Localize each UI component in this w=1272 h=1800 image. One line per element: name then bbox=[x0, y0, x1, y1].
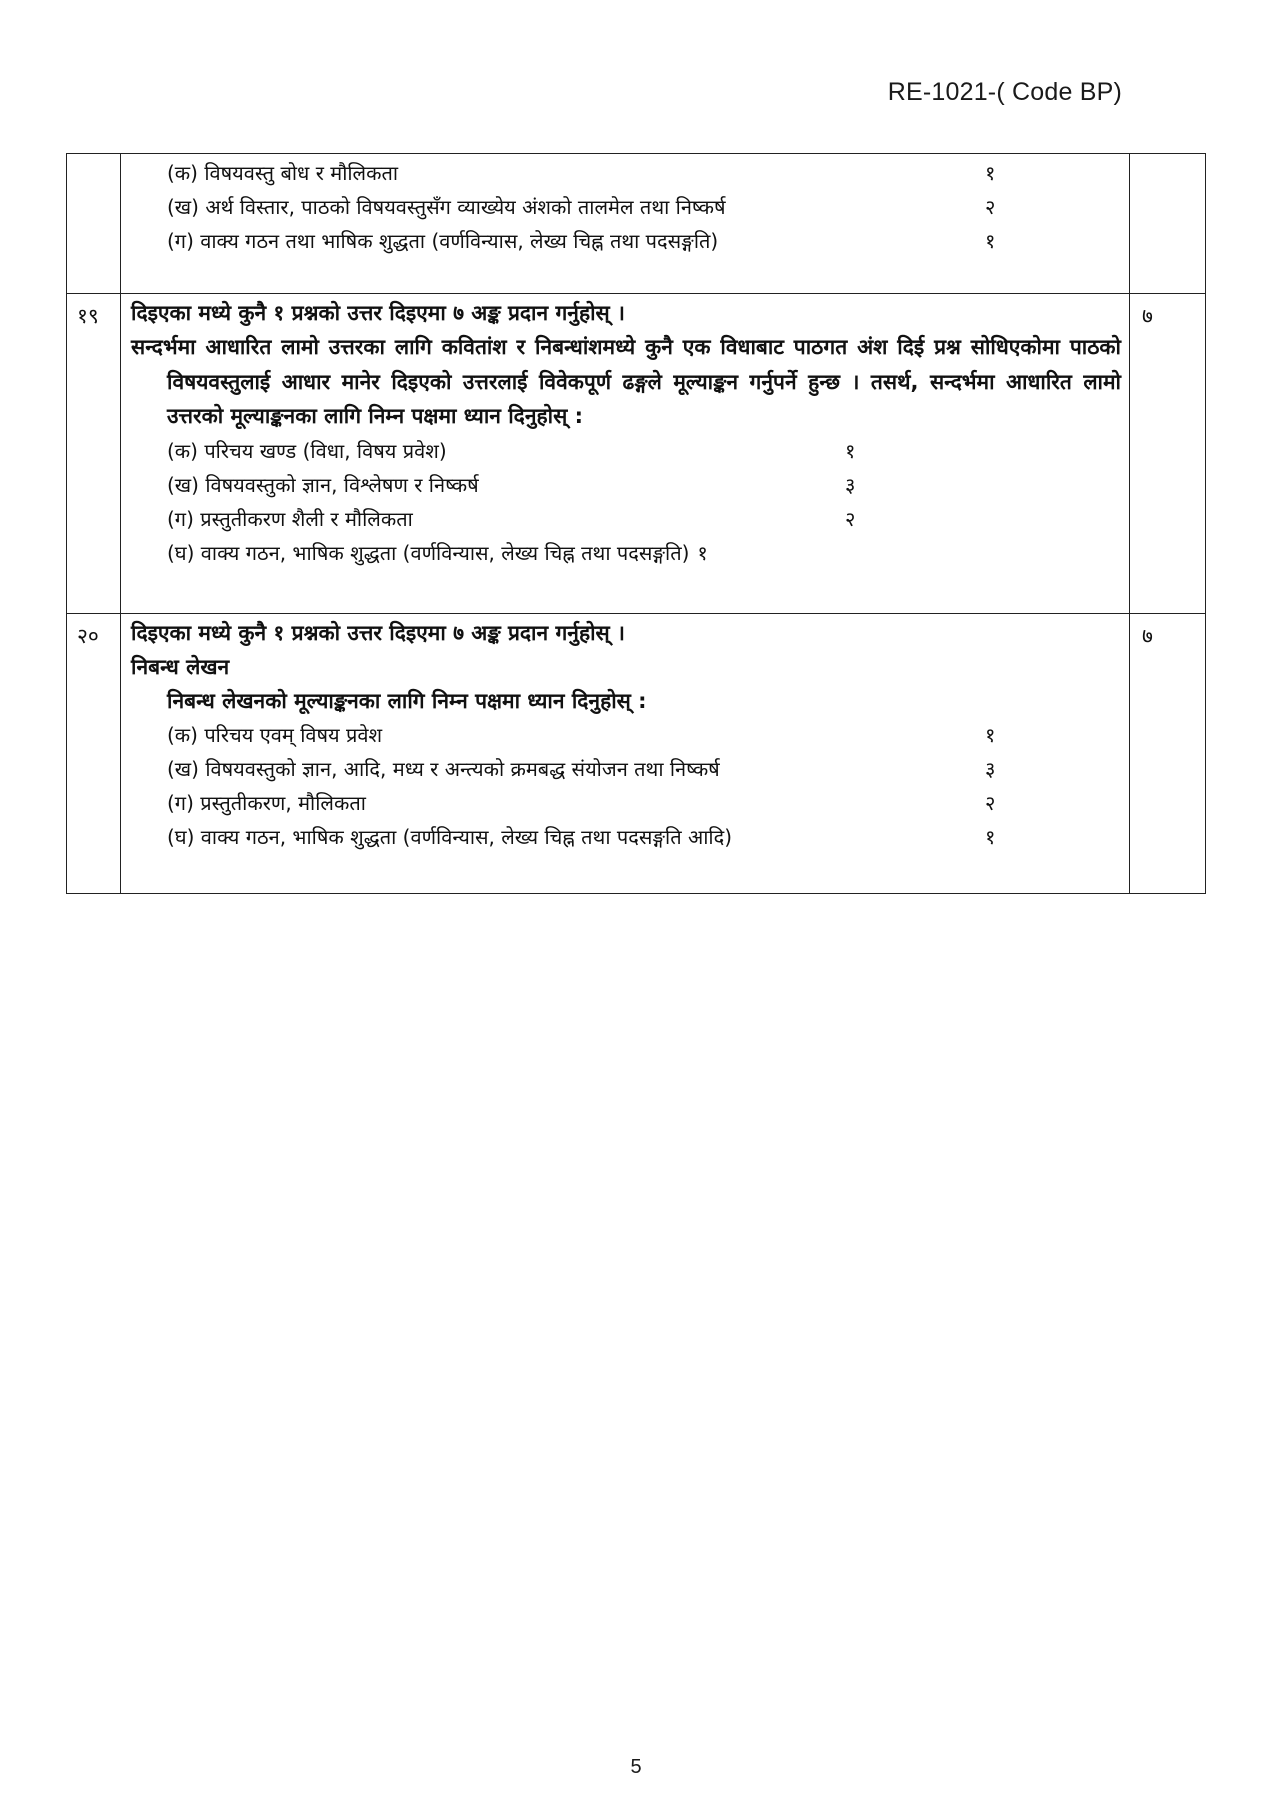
criterion-mark: १ bbox=[985, 229, 996, 253]
question-number-cell: १९ bbox=[67, 294, 121, 614]
total-mark-cell bbox=[1130, 154, 1206, 294]
question-number-cell bbox=[67, 154, 121, 294]
criterion-label: (ख) अर्थ विस्तार, पाठको विषयवस्तुसँग व्याख्येय अंशको तालमेल तथा निष्कर्ष bbox=[167, 195, 726, 219]
table-row bbox=[67, 614, 1206, 894]
table-row bbox=[67, 154, 1206, 294]
criterion-item bbox=[131, 718, 1121, 752]
criteria-cell bbox=[121, 294, 1130, 614]
marking-scheme-table bbox=[66, 153, 1206, 894]
criterion-label: (घ) वाक्य गठन, भाषिक शुद्धता (वर्णविन्यास, लेख्य चिह्न तथा पदसङ्गति आदि) bbox=[167, 825, 732, 849]
criterion-item bbox=[131, 502, 1121, 536]
page-number: 5 bbox=[630, 1756, 642, 1778]
criterion-label: (ख) विषयवस्तुको ज्ञान, विश्लेषण र निष्कर्ष bbox=[167, 472, 479, 497]
document-code: RE-1021-( Code BP) bbox=[887, 78, 1122, 106]
criterion-item bbox=[131, 224, 1121, 258]
question-instruction: दिइएका मध्ये कुनै १ प्रश्नको उत्तर दिइएमा ७ अङ्क प्रदान गर्नुहोस् । bbox=[131, 621, 625, 645]
criterion-mark: १ bbox=[985, 161, 996, 185]
total-mark-cell: ७ bbox=[1130, 294, 1206, 614]
criterion-label: (ख) विषयवस्तुको ज्ञान, आदि, मध्य र अन्त्यको क्रमबद्ध संयोजन तथा निष्कर्ष bbox=[167, 757, 720, 781]
criterion-mark: १ bbox=[697, 540, 708, 565]
criterion-label: (ग) प्रस्तुतीकरण शैली र मौलिकता bbox=[167, 506, 413, 531]
criterion-mark: १ bbox=[985, 825, 996, 849]
criterion-label: (ग) प्रस्तुतीकरण, मौलिकता bbox=[167, 791, 366, 815]
criterion-label: (ग) वाक्य गठन तथा भाषिक शुद्धता (वर्णविन्यास, लेख्य चिह्न तथा पदसङ्गति) bbox=[167, 229, 719, 253]
table-row bbox=[67, 294, 1206, 614]
total-mark-cell: ७ bbox=[1130, 614, 1206, 894]
criterion-label: (घ) वाक्य गठन, भाषिक शुद्धता (वर्णविन्यास, लेख्य चिह्न तथा पदसङ्गति) bbox=[167, 540, 690, 565]
criterion-mark: २ bbox=[985, 195, 996, 219]
criterion-item bbox=[131, 536, 1121, 570]
question-instruction: दिइएका मध्ये कुनै १ प्रश्नको उत्तर दिइएमा ७ अङ्क प्रदान गर्नुहोस् । bbox=[131, 301, 625, 325]
criterion-mark: १ bbox=[845, 438, 856, 463]
evaluation-paragraph: सन्दर्भमा आधारित लामो उत्तरका लागि कवितांश र निबन्धांशमध्ये कुनै एक विधाबाट पाठगत अंश दिई प्रश्न सोधिएकोमा पाठको विषयवस्तुलाई आधार मानेर दिइएको उत्तरलाई विवेकपूर्ण ढङ्गले मूल्याङ्कन गर्नुपर्ने हुन्छ । तसर्थ, सन्दर्भमा आधारित लामो उत्तरको मूल्याङ्कनका लागि निम्न पक्षमा ध्यान दिनुहोस् : bbox=[131, 335, 1121, 428]
criterion-mark: १ bbox=[985, 723, 996, 747]
criterion-item bbox=[131, 156, 1121, 190]
criterion-label: (क) परिचय खण्ड (विधा, विषय प्रवेश) bbox=[167, 438, 447, 463]
criterion-item bbox=[131, 190, 1121, 224]
question-number-cell: २० bbox=[67, 614, 121, 894]
evaluation-instruction: निबन्ध लेखनको मूल्याङ्कनका लागि निम्न पक्षमा ध्यान दिनुहोस् : bbox=[167, 689, 647, 713]
criterion-item bbox=[131, 468, 1121, 502]
criterion-mark: ३ bbox=[845, 472, 856, 497]
section-title: निबन्ध लेखन bbox=[131, 655, 230, 679]
criteria-cell bbox=[121, 154, 1130, 294]
criterion-mark: २ bbox=[845, 506, 856, 531]
criterion-item bbox=[131, 786, 1121, 820]
criterion-item bbox=[131, 434, 1121, 468]
criterion-item bbox=[131, 752, 1121, 786]
criteria-cell bbox=[121, 614, 1130, 894]
criterion-mark: ३ bbox=[985, 757, 996, 781]
criterion-item bbox=[131, 820, 1121, 854]
criterion-label: (क) विषयवस्तु बोध र मौलिकता bbox=[167, 161, 399, 185]
criterion-label: (क) परिचय एवम् विषय प्रवेश bbox=[167, 723, 383, 747]
criterion-mark: २ bbox=[985, 791, 996, 815]
